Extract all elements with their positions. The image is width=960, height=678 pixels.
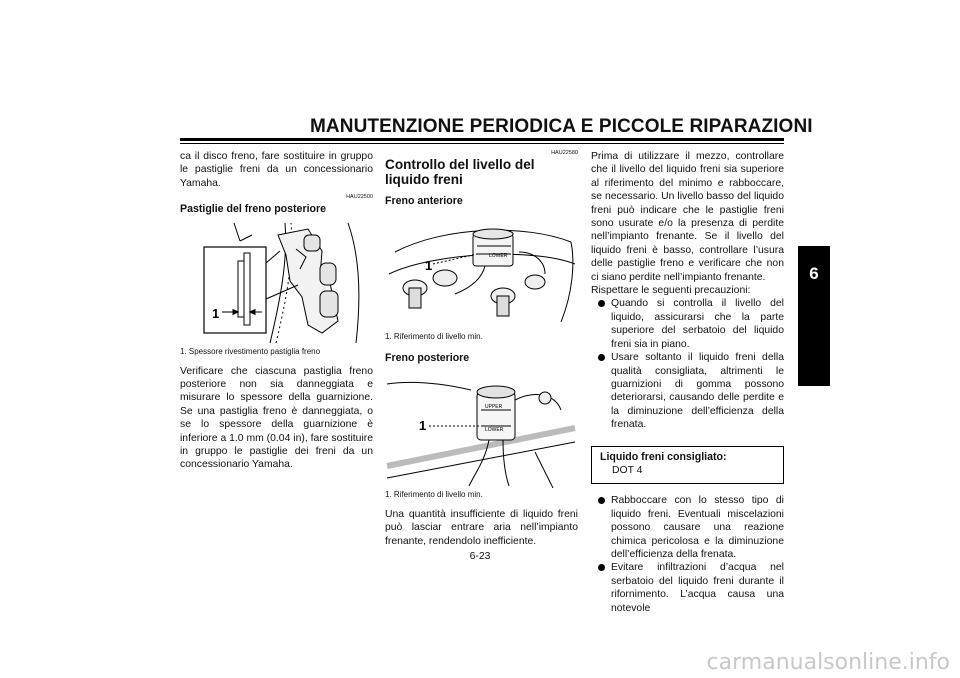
body-text: Verificare che ciascuna pastiglia freno posteriore non sia danneggiata e misurare lo spessore della guarnizione. Se una pastiglia freno è danneggiata, o se lo spessore della guarnizione è inferiore a 1.0 mm (0.04 in), fare sostituire in gruppo le pastiglie dei freni da un concessionario Yamaha. [180, 365, 373, 471]
front-figure-caption: 1. Riferimento di livello min. [385, 332, 483, 342]
title-rule [180, 138, 784, 141]
recommended-fluid-box [591, 446, 784, 485]
rear-brake-title: Freno posteriore [385, 352, 470, 365]
body-text: Una quantità insufficiente di liquido freni può lasciar entrare aria nell’impianto frenante, rendendolo inefficiente. [385, 508, 578, 547]
intro-text: Prima di utilizzare il mezzo, controllare che il livello del liquido freni sia superiore al riferimento del minimo e rabboccare, se necessario. Un livello basso del liquido freni può indicare che le pastiglie freni sono usurate e/o la presenza di perdite nell’impianto frenante. Se il livello del liquido freni è basso, controllare l’usura delle pastiglie freno e verificare che non ci siano perdite nell’impianto frenante. [591, 151, 784, 283]
section-code: HAU22580 [551, 150, 578, 156]
bullet-icon [598, 300, 605, 307]
bullet-icon [598, 497, 605, 504]
figure-label: 1 [419, 417, 427, 433]
list-item-text: Evitare infiltrazioni d’acqua nel serbatoio del liquido freni durante il rifornimento. L’acqua causa una notevole [611, 562, 784, 614]
note-value: DOT 4 [612, 464, 643, 476]
section-code: HAU22500 [346, 194, 373, 201]
figure-label: 1 [212, 305, 220, 321]
front-reservoir-figure [385, 212, 578, 330]
list-item [591, 494, 784, 561]
rear-pad-illustration [180, 221, 373, 345]
reservoir-lower-mark: LOWER [489, 253, 508, 260]
rear-pad-figure [180, 221, 373, 345]
column-2 [385, 150, 578, 548]
list-item-text: Quando si controlla il livello del liquido, assicurarsi che la parte superiore del serbatoio del liquido freni sia in piano. [611, 298, 784, 350]
front-reservoir-illustration [385, 212, 578, 330]
rear-reservoir-illustration [385, 370, 578, 488]
column-3 [591, 150, 784, 615]
precautions-lead: Rispettare le seguenti precauzioni: [591, 285, 751, 297]
bullet-icon [598, 564, 605, 571]
title-rule-thin [180, 143, 784, 144]
list-item [591, 351, 784, 431]
rear-figure-caption: 1. Riferimento di livello min. [385, 489, 483, 499]
section-title: Pastiglie del freno posteriore [180, 203, 326, 216]
page-title: MANUTENZIONE PERIODICA E PICCOLE RIPARAZIONI [310, 116, 813, 137]
watermark: carmanualsonline.info [706, 650, 950, 675]
bullet-icon [598, 354, 605, 361]
column-1 [180, 150, 373, 472]
page-number: 6-23 [469, 551, 491, 562]
figure-caption: 1. Spessore rivestimento pastiglia freno [180, 346, 321, 356]
note-title: Liquido freni consigliato: [600, 450, 727, 463]
rear-reservoir-figure [385, 370, 578, 488]
intro-text: ca il disco freno, fare sostituire in gruppo le pastiglie freni da un concessionario Yamaha. [180, 151, 373, 189]
section-title: Controllo del livello del liquido freni [385, 157, 535, 187]
front-brake-title: Freno anteriore [385, 195, 463, 207]
list-item-text: Rabboccare con lo stesso tipo di liquido freni. Eventuali miscelazioni possono causare una reazione chimica pericolosa e la diminuzione dell’efficienza della frenata. [611, 495, 784, 560]
list-item [591, 297, 784, 351]
list-item-text: Usare soltanto il liquido freni della qualità consigliata, altrimenti le guarnizioni di gomma possono deteriorarsi, causando delle perdite e la diminuzione dell’efficienza della frenata. [611, 352, 784, 431]
reservoir-lower-mark: LOWER [485, 426, 504, 433]
chapter-tab: 6 [798, 246, 830, 386]
list-item [591, 561, 784, 615]
figure-label: 1 [425, 258, 433, 274]
reservoir-upper-mark: UPPER [485, 403, 503, 410]
